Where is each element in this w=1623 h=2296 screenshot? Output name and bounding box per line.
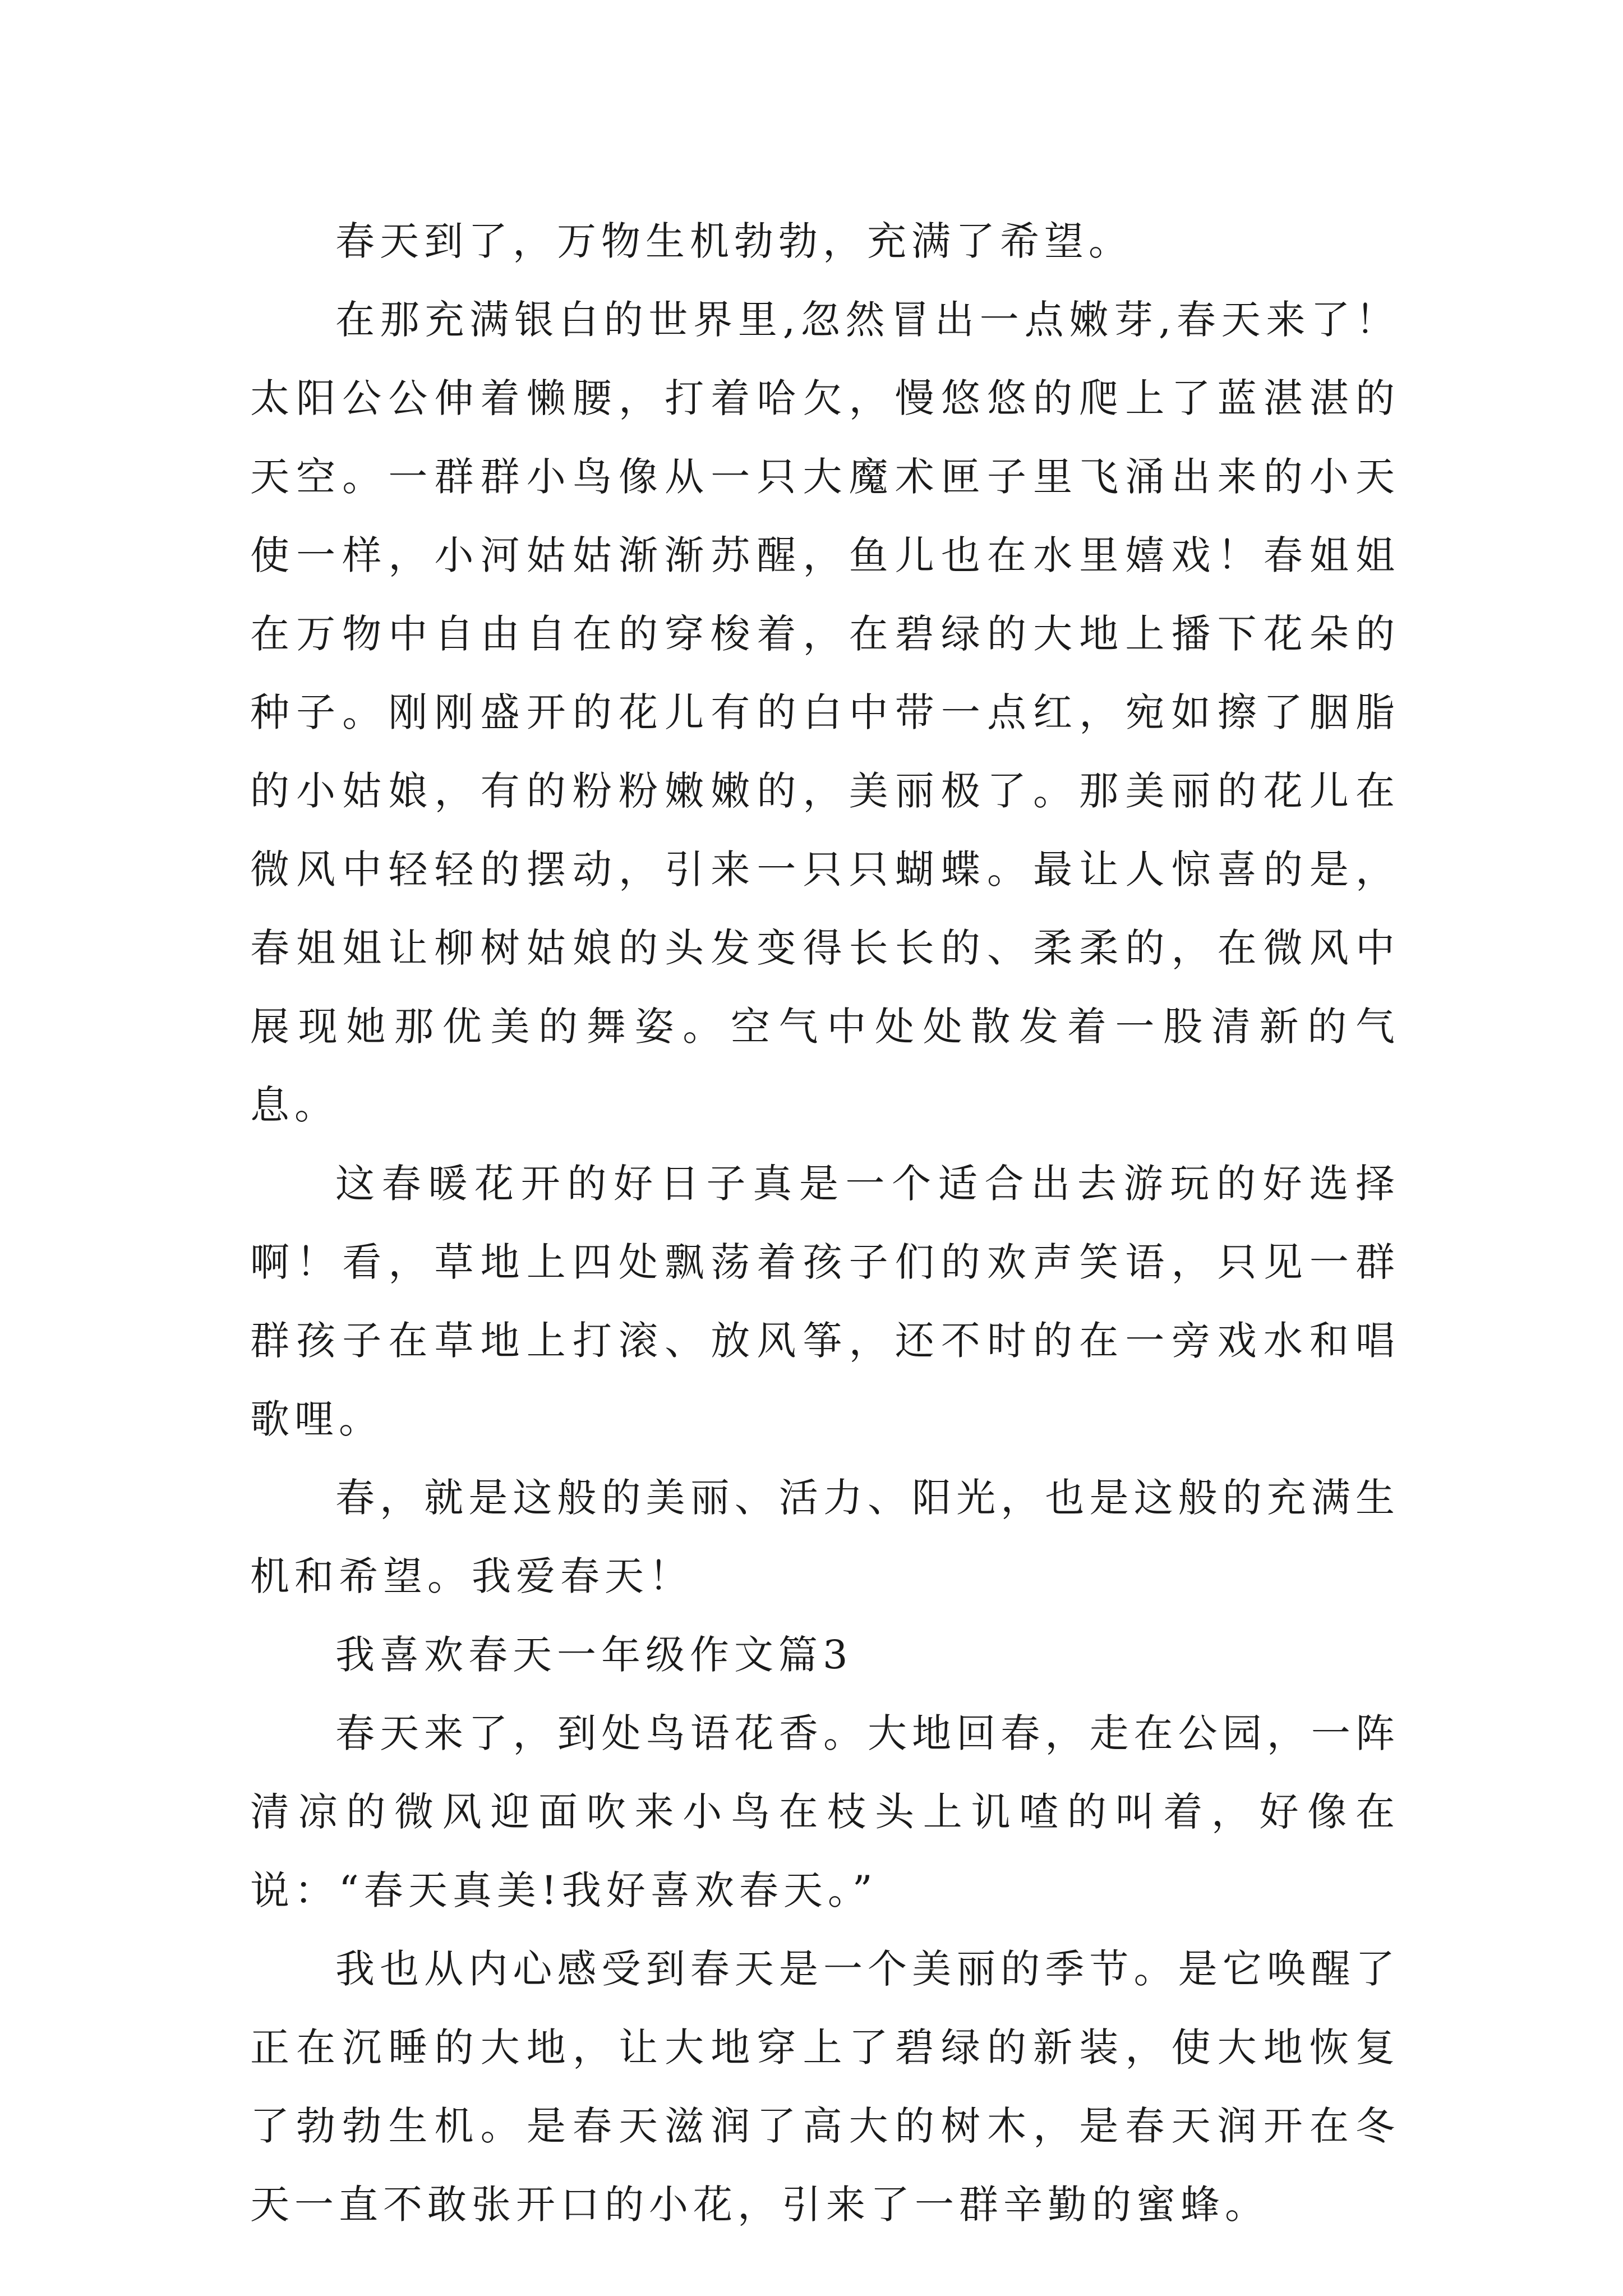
paragraph-spring-arrives: 在那充满银白的世界里,忽然冒出一点嫩芽,春天来了！太阳公公伸着懒腰，打着哈欠，慢悠悠的爬上了蓝湛湛的天空。一群群小鸟像从一只大魔术匣子里飞涌出来的小天使一样，小河姑姑渐渐苏醒，鱼儿也在水里嬉戏！春姐姐在万物中自由自在的穿梭着，在碧绿的大地上播下花朵的种子。刚刚盛开的花儿有的白中带一点红，宛如擦了胭脂的小姑娘，有的粉粉嫩嫩的，美丽极了。那美丽的花儿在微风中轻轻的摆动，引来一只只蝴蝶。最让人惊喜的是，春姐姐让柳树姑娘的头发变得长长的、柔柔的，在微风中展现她那优美的舞姿。空气中处处散发着一股清新的气息。 bbox=[250, 297, 1400, 1128]
paragraph-children-play: 这春暖花开的好日子真是一个适合出去游玩的好选择啊！看，草地上四处飘荡着孩子们的欢声笑语，只见一群群孩子在草地上打滚、放风筝，还不时的在一旁戏水和唱歌哩。 bbox=[250, 1161, 1400, 1442]
paragraph-intro: 春天到了，万物生机勃勃，充满了希望。 bbox=[335, 218, 1133, 264]
paragraph-love-spring: 春，就是这般的美丽、活力、阳光，也是这般的充满生机和希望。我爱春天！ bbox=[250, 1475, 1400, 1599]
paragraph-beautiful-season: 我也从内心感受到春天是一个美丽的季节。是它唤醒了正在沉睡的大地，让大地穿上了碧绿的新装，使大地恢复了勃勃生机。是春天滋润了高大的树木，是春天润开在冬天一直不敢张开口的小花，引来了一群辛勤的蜜蜂。 bbox=[250, 1946, 1400, 2228]
section-heading: 我喜欢春天一年级作文篇3 bbox=[335, 1632, 853, 1678]
paragraph-park: 春天来了，到处鸟语花香。大地回春，走在公园，一阵清凉的微风迎面吹来小鸟在枝头上讥喳的叫着，好像在说：“春天真美!我好喜欢春天。” bbox=[250, 1710, 1400, 1913]
body-text bbox=[250, 202, 1400, 2244]
